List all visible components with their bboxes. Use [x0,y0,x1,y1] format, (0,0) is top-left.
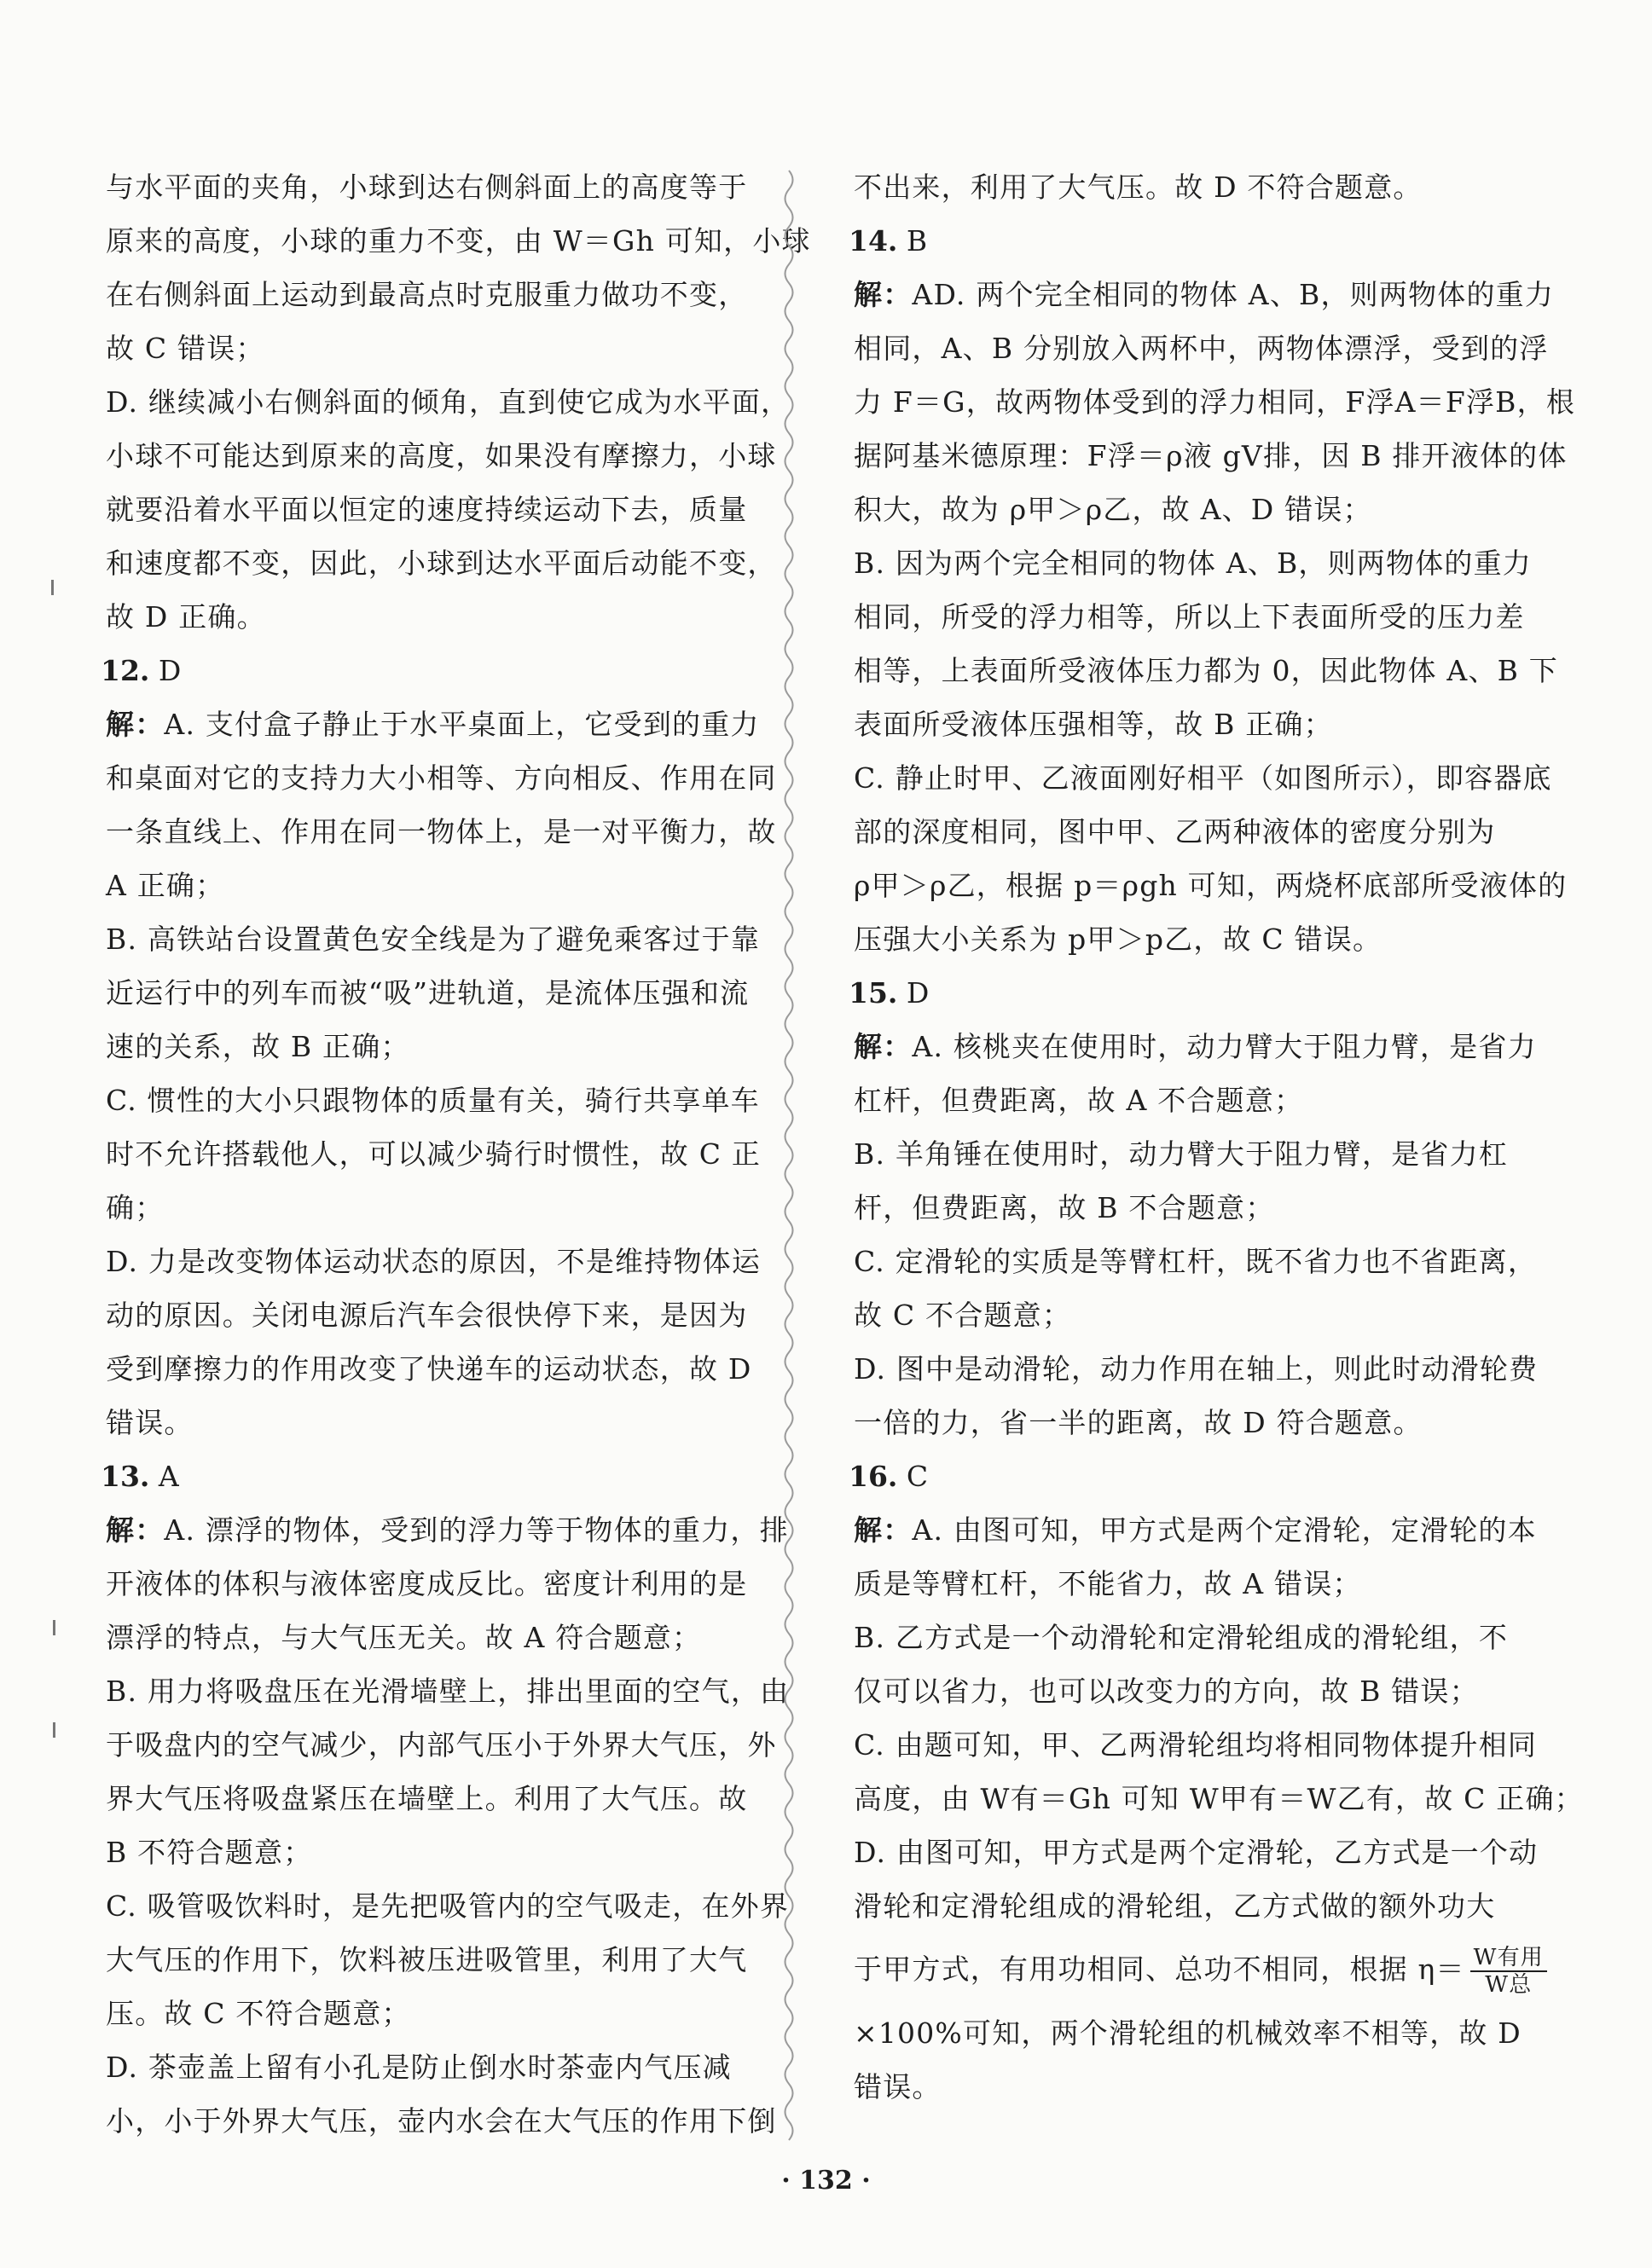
text-line [849,483,1498,536]
solution-label: 解： [854,1030,913,1063]
line-text: 仅可以省力，也可以改变力的方向，故 B 错误； [854,1675,1479,1708]
line-text: 故 D 正确。 [106,600,266,634]
text-line [849,321,1549,375]
text-line [849,1557,1498,1611]
formula-line [849,1933,1544,2006]
line-text: 相同，A、B 分别放入两杯中，两物体漂浮，受到的浮 [854,332,1549,365]
line-text: A 正确； [106,869,225,902]
text-line [101,1288,751,1342]
line-text: 故 C 不合题意； [854,1299,1072,1332]
text-line [101,1396,751,1449]
line-text: D. 由图可知，甲方式是两个定滑轮，乙方式是一个动 [854,1836,1539,1869]
question-number: 15. [849,976,898,1010]
text-line [849,429,1568,483]
question-answer: B [906,224,928,257]
margin-mark [51,580,54,595]
text-line [101,483,751,536]
line-text: 一倍的力，省一半的距离，故 D 符合题意。 [854,1406,1423,1439]
text-line [849,1396,1498,1449]
text-line [101,2040,751,2094]
line-text: 力 F＝G，故两物体受到的浮力相同，F浮A＝F浮B，根 [854,385,1576,419]
line-text: A. 由图可知，甲方式是两个定滑轮，定滑轮的本 [912,1513,1537,1547]
text-line [101,214,811,268]
margin-mark [53,1722,55,1738]
text-line [101,321,751,375]
text-line [849,1127,1509,1181]
text-line [849,590,1525,644]
line-text: 错误。 [106,1406,194,1439]
text-line [849,1288,1498,1342]
fraction-denominator: W总 [1485,1972,1533,1998]
text-line [101,1073,760,1127]
text-line [101,805,777,859]
line-text: D. 力是改变物体运动状态的原因，不是维持物体运 [106,1245,762,1278]
solution-label: 解： [106,708,165,741]
text-line [849,644,1558,697]
question-12-header [101,644,751,697]
text-line [101,1235,762,1288]
text-line [849,805,1498,859]
line-text: C. 静止时甲、乙液面刚好相平（如图所示），即容器底 [854,761,1552,795]
line-text: 高度，由 W有＝Gh 可知 W甲有＝W乙有，故 C 正确； [854,1782,1584,1815]
question-number: 16. [849,1460,898,1493]
line-text: C. 定滑轮的实质是等臂杠杆，既不省力也不省距离， [854,1245,1538,1278]
text-line [849,1611,1509,1664]
text-line [849,268,1555,321]
line-text: 一条直线上、作用在同一物体上，是一对平衡力，故 [106,815,777,848]
text-line [101,375,791,429]
line-text: 时不允许搭载他人，可以减少骑行时惯性，故 C 正 [106,1137,762,1171]
text-line [101,1020,751,1073]
question-16-solution [849,1503,1584,1933]
line-text: 积大，故为 ρ甲＞ρ乙，故 A、D 错误； [854,493,1372,526]
line-text: 和速度都不变，因此，小球到达水平面后动能不变， [106,547,777,580]
line-text: 部的深度相同，图中甲、乙两种液体的密度分别为 [854,815,1496,848]
column-divider [772,171,806,2123]
text-line [849,1772,1584,1825]
text-line [101,2094,777,2148]
text-line [101,751,777,805]
question-16-header [849,1449,1498,1503]
line-text: 受到摩擦力的作用改变了快递车的运动状态，故 D [106,1352,752,1386]
question-answer: C [906,1460,929,1493]
line-text: 压强大小关系为 p甲＞p乙，故 C 错误。 [854,923,1382,956]
text-line [849,1664,1498,1718]
text-line [101,1503,789,1557]
margin-mark [53,1620,55,1635]
text-line [101,1772,751,1825]
text-line [849,1235,1538,1288]
text-line [849,375,1576,429]
question-answer: D [906,976,930,1010]
text-line [101,1557,751,1611]
text-line [101,590,751,644]
formula-prefix: 于甲方式，有用功相同、总功不相同，根据 η＝ [854,1953,1465,1986]
text-line [849,2060,1498,2114]
text-line [101,429,777,483]
line-text: 杆，但费距离，故 B 不合题意； [854,1191,1275,1224]
line-text: D. 茶壶盖上留有小孔是防止倒水时茶壶内气压减 [106,2051,732,2084]
line-text: B. 羊角锤在使用时，动力臂大于阻力臂，是省力杠 [854,1137,1509,1171]
line-text: 和桌面对它的支持力大小相等、方向相反、作用在同 [106,761,777,795]
efficiency-fraction [1470,1945,1547,1998]
text-line [849,912,1498,966]
text-line [101,1664,790,1718]
line-text: 质是等臂杠杆，不能省力，故 A 错误； [854,1567,1362,1600]
text-line [101,859,751,912]
text-line [849,1879,1498,1933]
text-line [101,1342,751,1396]
question-15-header [849,966,1498,1020]
line-text: 错误。 [854,2070,942,2103]
text-line [101,268,751,321]
question-number: 14. [849,224,898,257]
line-text: 故 C 错误； [106,332,265,365]
text-line [849,1342,1539,1396]
line-text: 不出来，利用了大气压。故 D 不符合题意。 [854,171,1423,204]
line-text: D. 继续减小右侧斜面的倾角，直到使它成为水平面， [106,385,791,419]
line-text: C. 吸管吸饮料时，是先把吸管内的空气吸走，在外界 [106,1889,790,1923]
text-line [849,2006,1522,2060]
question-14-header [849,214,1498,268]
text-line [101,1611,751,1664]
continuation-text [849,160,1498,214]
line-text: 漂浮的特点，与大气压无关。故 A 符合题意； [106,1621,702,1654]
line-text: 大气压的作用下，饮料被压进吸管里，利用了大气 [106,1943,748,1976]
line-text: 界大气压将吸盘紧压在墙壁上。利用了大气压。故 [106,1782,748,1815]
line-text: B 不符合题意； [106,1836,313,1869]
text-line [849,1718,1538,1772]
line-text: 小，小于外界大气压，壶内水会在大气压的作用下倒 [106,2104,777,2138]
question-answer: A [158,1460,179,1493]
text-line [101,1181,751,1235]
line-text: 杠杆，但费距离，故 A 不合题意； [854,1084,1304,1117]
line-text: B. 用力将吸盘压在光滑墙壁上，排出里面的空气，由 [106,1675,790,1708]
line-text: 与水平面的夹角，小球到达右侧斜面上的高度等于 [106,171,748,204]
question-13-solution [101,1503,790,2148]
text-line [849,1181,1498,1235]
question-15-solution [849,1020,1539,1449]
line-text: B. 高铁站台设置黄色安全线是为了避免乘客过于靠 [106,923,761,956]
text-line [101,1825,751,1879]
line-text: 滑轮和定滑轮组成的滑轮组，乙方式做的额外功大 [854,1889,1496,1923]
line-text: 相等，上表面所受液体压力都为 0，因此物体 A、B 下 [854,654,1558,687]
solution-label: 解： [854,278,913,311]
question-16-solution-end [849,2006,1522,2114]
line-text: D. 图中是动滑轮，动力作用在轴上，则此时动滑轮费 [854,1352,1539,1386]
text-line [101,912,761,966]
line-text: AD. 两个完全相同的物体 A、B，则两物体的重力 [912,278,1555,311]
text-line [849,697,1498,751]
line-text: ρ甲＞ρ乙，根据 p＝ρgh 可知，两烧杯底部所受液体的 [854,869,1568,902]
text-line [849,536,1533,590]
text-line [849,160,1498,214]
page-number: · 132 · [781,2166,871,2196]
line-text: B. 因为两个完全相同的物体 A、B，则两物体的重力 [854,547,1533,580]
text-line [849,1020,1537,1073]
line-text: 速的关系，故 B 正确； [106,1030,410,1063]
text-line [101,1127,762,1181]
line-text: A. 漂浮的物体，受到的浮力等于物体的重力，排 [164,1513,789,1547]
question-number: 13. [101,1460,150,1493]
text-line [849,1503,1537,1557]
left-column [101,160,811,2148]
line-text: 相同，所受的浮力相等，所以上下表面所受的压力差 [854,600,1525,634]
text-line [849,751,1552,805]
line-text: 原来的高度，小球的重力不变，由 W＝Gh 可知，小球 [106,224,811,257]
line-text: 近运行中的列车而被“吸”进轨道，是流体压强和流 [106,976,750,1010]
question-answer: D [158,654,182,687]
line-text: A. 核桃夹在使用时，动力臂大于阻力臂，是省力 [912,1030,1537,1063]
question-12-solution [101,697,777,1449]
line-text: ×100%可知，两个滑轮组的机械效率不相等，故 D [854,2016,1522,2050]
line-text: A. 支付盒子静止于水平桌面上，它受到的重力 [164,708,760,741]
line-text: 在右侧斜面上运动到最高点时克服重力做功不变， [106,278,748,311]
text-line [101,1987,751,2040]
line-text: 于吸盘内的空气减少，内部气压小于外界大气压，外 [106,1728,777,1762]
line-text: 确； [106,1191,165,1224]
solution-label: 解： [854,1513,913,1547]
text-line [849,1825,1539,1879]
question-14-solution [849,268,1576,966]
line-text: 开液体的体积与液体密度成反比。密度计利用的是 [106,1567,748,1600]
text-line [101,966,751,1020]
line-text: C. 惯性的大小只跟物体的质量有关，骑行共享单车 [106,1084,760,1117]
text-line [101,160,751,214]
right-column [849,160,1584,2114]
line-text: B. 乙方式是一个动滑轮和定滑轮组成的滑轮组，不 [854,1621,1509,1654]
line-text: C. 由题可知，甲、乙两滑轮组均将相同物体提升相同 [854,1728,1538,1762]
text-line [849,859,1568,912]
line-text: 表面所受液体压强相等，故 B 正确； [854,708,1333,741]
text-line [101,1718,777,1772]
question-number: 12. [101,654,150,687]
text-line [849,1073,1498,1127]
fraction-numerator: W有用 [1470,1945,1547,1972]
solution-label: 解： [106,1513,165,1547]
line-text: 压。故 C 不符合题意； [106,1997,411,2030]
text-line [101,1879,790,1933]
continuation-text [101,160,811,644]
line-text: 动的原因。关闭电源后汽车会很快停下来，是因为 [106,1299,748,1332]
line-text: 据阿基米德原理：F浮＝ρ液 gV排，因 B 排开液体的体 [854,439,1568,472]
text-line [101,1933,751,1987]
text-line [101,536,777,590]
question-13-header [101,1449,751,1503]
text-line [101,697,760,751]
line-text: 小球不可能达到原来的高度，如果没有摩擦力，小球 [106,439,777,472]
line-text: 就要沿着水平面以恒定的速度持续运动下去，质量 [106,493,748,526]
